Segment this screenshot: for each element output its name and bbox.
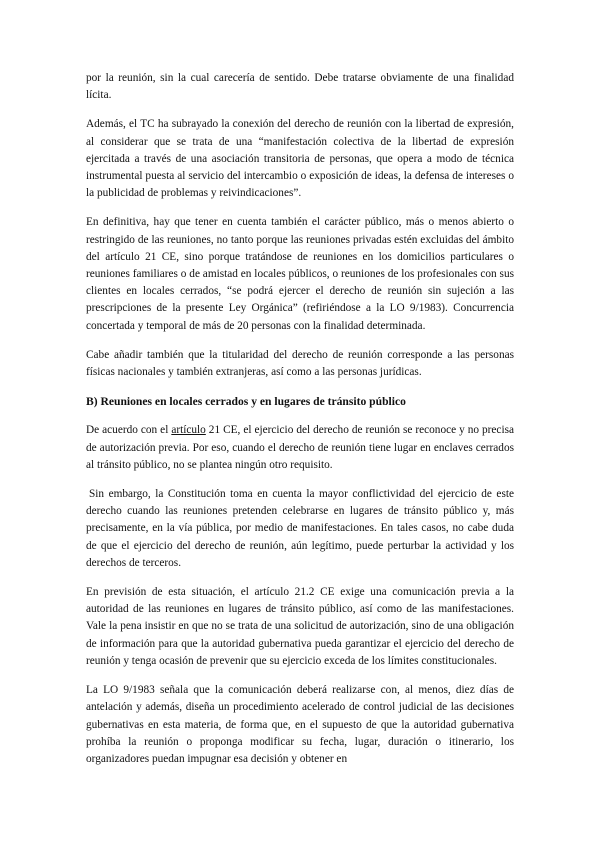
articulo-link[interactable]: artículo: [171, 424, 206, 437]
paragraph-caracter-publico: En definitiva, hay que tener en cuenta también el carácter público, más o menos abierto o restringido de las reuniones, no tanto porque las reuniones privadas estén excluidas del ámbito del artículo 21 CE, sino porque tratándose de reuniones en los domicilios particulares o reuniones familiares o de amistad en locales públicos, o reuniones de los profesionales con sus clientes en locales cerrados, “se podrá ejercer el derecho de reunión sin sujeción a las prescripciones de la presente Ley Orgánica” (refiriéndose a la LO 9/1983). Concurrencia concertada y temporal de más de 20 personas con la finalidad determinada.: [86, 216, 514, 332]
section-heading-b: B) Reuniones en locales cerrados y en lugares de tránsito público: [86, 395, 406, 409]
text-fragment: De acuerdo con el: [86, 424, 172, 437]
paragraph-tc-libertad-expresion: Además, el TC ha subrayado la conexión del derecho de reunión con la libertad de expresión, al considerar que se trata de una “manifestación colectiva de la libertad de expresión ejercitada a través de una asociación transitoria de personas, que opera a modo de técnica instrumental puesta al servicio del intercambio o exposición de ideas, la defensa de intereses o la publicidad de problemas y reivindicaciones”.: [86, 118, 514, 200]
paragraph-sin-embargo: Sin embargo, la Constitución toma en cuenta la mayor conflictividad del ejercicio de este derecho cuando las reuniones pretenden celebrarse en lugares de tránsito público y, más precisamente, en la vía pública, por medio de manifestaciones. En tales casos, no cabe duda de que el ejercicio del derecho de reunión, aún legítimo, puede perturbar la actividad y los derechos de terceros.: [86, 488, 514, 569]
paragraph-titularidad: Cabe añadir también que la titularidad del derecho de reunión corresponde a las personas físicas nacionales y también extranjeras, así como a las personas jurídicas.: [86, 348, 514, 379]
paragraph-articulo-21: [86, 422, 514, 474]
text-fragment: 21 CE, el ejercicio del derecho de reunión se reconoce y no precisa de autorización previa. Por eso, cuando el derecho de reunión tiene lugar en enclaves cerrados al tránsito público, no se plantea ningún otro requisito.: [86, 424, 514, 471]
paragraph-lo-9-1983: La LO 9/1983 señala que la comunicación deberá realizarse con, al menos, diez días de antelación y además, diseña un procedimiento acelerado de control judicial de las decisiones gubernativas en esta materia, de forma que, en el supuesto de que la autoridad gubernativa prohíba la reunión o proponga modificar su fecha, lugar, duración o itinerario, los organizadores puedan impugnar esa decisión y obtener en: [86, 684, 514, 765]
paragraph-continuation: por la reunión, sin la cual carecería de sentido. Debe tratarse obviamente de una finalidad lícita.: [86, 72, 514, 102]
paragraph-prevision: En previsión de esta situación, el artículo 21.2 CE exige una comunicación previa a la autoridad de las reuniones en lugares de tránsito público, así como de las manifestaciones. Vale la pena insistir en que no se trata de una solicitud de autorización, sino de una obligación de información para que la autoridad gubernativa pueda garantizar el ejercicio del derecho de reunión y tenga ocasión de prevenir que su ejercicio exceda de los límites constitucionales.: [86, 586, 514, 667]
